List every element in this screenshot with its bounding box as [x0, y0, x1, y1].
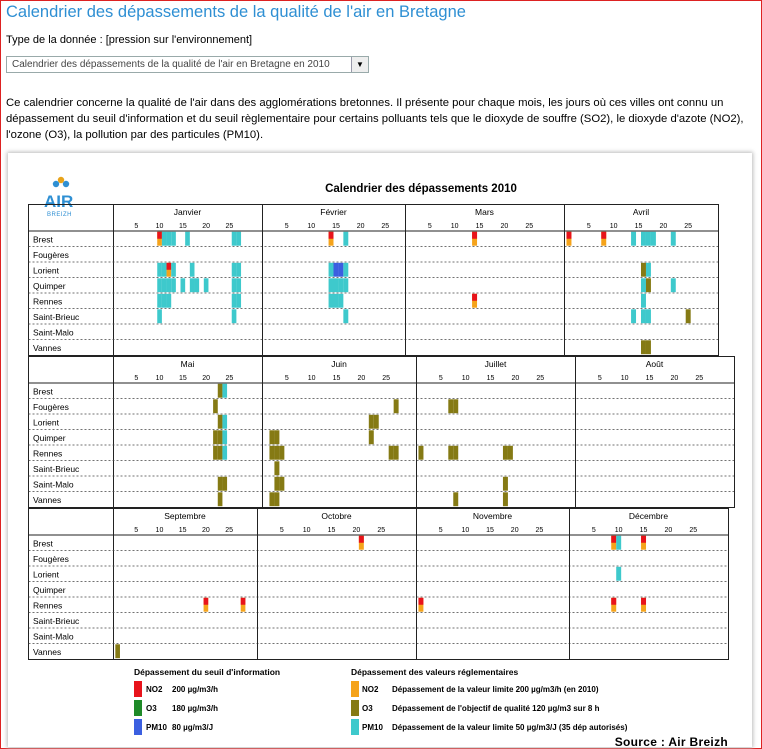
- day-tick-label: 25: [225, 223, 234, 230]
- event-cell: [232, 278, 237, 292]
- city-label: Lorient: [33, 265, 59, 276]
- month-label: Novembre: [472, 511, 513, 521]
- day-tick-label: 25: [536, 375, 545, 382]
- event-cell: [343, 309, 348, 323]
- day-tick-label: 5: [586, 223, 591, 230]
- day-tick-label: 5: [284, 375, 289, 382]
- event-cell: [671, 232, 676, 246]
- event-cell: [162, 278, 167, 292]
- event-cell: [241, 598, 246, 605]
- event-cell: [641, 294, 646, 308]
- event-cell: [601, 232, 606, 239]
- event-cell: [631, 232, 636, 246]
- event-cell: [157, 263, 162, 277]
- event-cell: [232, 232, 237, 246]
- event-cell: [611, 536, 616, 543]
- day-tick-label: 15: [332, 223, 340, 230]
- legend-swatch: [134, 719, 142, 735]
- city-label: Brest: [33, 538, 53, 549]
- event-cell: [218, 430, 223, 444]
- day-tick-label: 25: [689, 527, 698, 534]
- legend-item-value: Dépassement de la valeur limite 50 µg/m3/J (35 dép autorisés): [392, 723, 628, 732]
- event-cell: [222, 446, 227, 460]
- event-cell: [167, 294, 172, 308]
- event-cell: [274, 446, 279, 460]
- event-cell: [269, 492, 274, 506]
- event-cell: [232, 309, 237, 323]
- source-text: Source : Air Breizh: [614, 735, 728, 749]
- legend-item-name: NO2: [146, 685, 163, 694]
- event-cell: [641, 232, 646, 246]
- event-cell: [334, 263, 339, 277]
- day-tick-label: 15: [178, 223, 187, 230]
- event-cell: [359, 536, 364, 543]
- page-title: Calendrier des dépassements de la qualité de l'air en Bretagne: [6, 3, 466, 21]
- legend-swatch: [134, 700, 142, 716]
- day-tick-label: 10: [302, 527, 311, 534]
- event-cell: [641, 278, 646, 292]
- city-label: Quimper: [33, 584, 66, 595]
- day-tick-label: 5: [134, 527, 139, 534]
- day-tick-label: 10: [155, 527, 164, 534]
- event-cell: [566, 232, 571, 239]
- city-label: Vannes: [33, 342, 62, 353]
- event-cell: [394, 446, 399, 460]
- event-cell: [338, 294, 343, 308]
- event-cell: [646, 263, 651, 277]
- event-cell: [222, 477, 227, 491]
- day-tick-label: 20: [357, 375, 366, 382]
- event-cell: [213, 430, 218, 444]
- month-label: Mars: [475, 207, 494, 217]
- event-cell: [369, 430, 374, 444]
- day-tick-label: 5: [284, 223, 289, 230]
- day-tick-label: 5: [134, 375, 139, 382]
- event-cell: [204, 598, 209, 605]
- day-tick-label: 20: [202, 527, 210, 534]
- day-tick-label: 10: [609, 223, 618, 230]
- calendar-chart: [8, 153, 752, 747]
- city-label: Saint-Malo: [33, 479, 74, 490]
- event-cell: [213, 446, 218, 460]
- day-tick-label: 25: [225, 527, 234, 534]
- legend-item-name: O3: [362, 704, 373, 713]
- event-cell: [616, 567, 621, 581]
- city-label: Saint-Brieuc: [33, 463, 80, 474]
- city-label: Saint-Malo: [33, 327, 74, 338]
- event-cell: [508, 446, 513, 460]
- day-tick-label: 20: [670, 375, 679, 382]
- event-cell: [453, 492, 458, 506]
- event-cell: [611, 598, 616, 605]
- event-cell: [338, 263, 343, 277]
- day-tick-label: 5: [438, 527, 443, 534]
- event-cell: [222, 384, 227, 398]
- legend-swatch: [351, 719, 359, 735]
- event-cell: [218, 415, 223, 429]
- event-cell: [343, 278, 348, 292]
- event-cell: [167, 278, 172, 292]
- event-cell: [329, 263, 334, 277]
- legend-limit-title: Dépassement des valeurs réglementaires: [351, 667, 519, 677]
- event-cell: [651, 232, 656, 246]
- event-cell: [218, 446, 223, 460]
- event-cell: [162, 263, 167, 277]
- event-cell: [157, 309, 162, 323]
- city-label: Fougères: [33, 401, 69, 412]
- event-cell: [232, 263, 237, 277]
- city-label: Rennes: [33, 296, 63, 307]
- day-tick-label: 25: [695, 375, 704, 382]
- event-cell: [334, 294, 339, 308]
- legend-item-name: O3: [146, 704, 157, 713]
- data-type-label: Type de la donnée : [pression sur l'environnement]: [6, 34, 253, 46]
- event-cell: [418, 446, 423, 460]
- month-label: Août: [645, 359, 664, 369]
- day-tick-label: 10: [450, 223, 459, 230]
- event-cell: [162, 294, 167, 308]
- city-label: Quimper: [33, 280, 66, 291]
- day-tick-label: 20: [664, 527, 673, 534]
- chevron-down-icon[interactable]: ▼: [351, 57, 368, 72]
- event-cell: [503, 477, 508, 491]
- day-tick-label: 25: [381, 223, 390, 230]
- month-label: Juillet: [484, 359, 507, 369]
- event-cell: [181, 278, 186, 292]
- legend-info-title: Dépassement du seuil d'information: [134, 667, 281, 677]
- month-label: Octobre: [321, 511, 352, 521]
- day-tick-label: 5: [591, 527, 596, 534]
- month-label: Janvier: [173, 207, 202, 217]
- event-cell: [453, 399, 458, 413]
- event-cell: [279, 477, 284, 491]
- event-cell: [472, 232, 477, 239]
- day-tick-label: 25: [225, 375, 234, 382]
- legend-item-value: Dépassement de l'objectif de qualité 120 µg/m3 sur 8 h: [392, 704, 600, 713]
- event-cell: [190, 263, 195, 277]
- logo-dot: [63, 181, 69, 187]
- day-tick-label: 10: [155, 375, 164, 382]
- event-cell: [671, 278, 676, 292]
- city-label: Brest: [33, 234, 53, 245]
- day-tick-label: 20: [356, 223, 365, 230]
- event-cell: [218, 492, 223, 506]
- day-tick-label: 5: [438, 375, 443, 382]
- legend-item-name: PM10: [146, 723, 167, 732]
- event-cell: [171, 263, 176, 277]
- dataset-select-value: Calendrier des dépassements de la qualité de l'air en Bretagne en 2010: [12, 59, 330, 70]
- city-label: Fougères: [33, 553, 69, 564]
- event-cell: [167, 263, 172, 270]
- day-tick-label: 25: [684, 223, 693, 230]
- month-label: Avril: [632, 207, 650, 217]
- day-tick-label: 10: [461, 527, 470, 534]
- chart-title: Calendrier des dépassements 2010: [325, 183, 517, 195]
- legend-swatch: [351, 700, 359, 716]
- event-cell: [334, 278, 339, 292]
- day-tick-label: 20: [511, 375, 520, 382]
- event-cell: [236, 294, 241, 308]
- legend-item-value: Dépassement de la valeur limite 200 µg/m3/h (en 2010): [392, 685, 599, 694]
- event-cell: [162, 232, 167, 246]
- city-label: Vannes: [33, 494, 62, 505]
- event-cell: [503, 446, 508, 460]
- logo-dot: [58, 177, 64, 183]
- event-cell: [157, 232, 162, 239]
- event-cell: [418, 598, 423, 605]
- day-tick-label: 5: [134, 223, 139, 230]
- event-cell: [641, 598, 646, 605]
- month-label: Septembre: [164, 511, 206, 521]
- event-cell: [503, 492, 508, 506]
- legend-item-value: 80 µg/m3/J: [172, 723, 214, 732]
- event-cell: [218, 384, 223, 398]
- day-tick-label: 20: [659, 223, 668, 230]
- event-cell: [274, 477, 279, 491]
- event-cell: [274, 492, 279, 506]
- legend-swatch: [351, 681, 359, 697]
- city-label: Saint-Brieuc: [33, 311, 80, 322]
- event-cell: [374, 415, 379, 429]
- event-cell: [343, 232, 348, 246]
- day-tick-label: 15: [634, 223, 643, 230]
- event-cell: [279, 446, 284, 460]
- event-cell: [338, 278, 343, 292]
- event-cell: [329, 278, 334, 292]
- event-cell: [641, 309, 646, 323]
- day-tick-label: 10: [614, 527, 623, 534]
- day-tick-label: 5: [427, 223, 432, 230]
- event-cell: [369, 415, 374, 429]
- event-cell: [641, 340, 646, 354]
- day-tick-label: 20: [202, 223, 211, 230]
- city-label: Rennes: [33, 448, 63, 459]
- event-cell: [167, 232, 172, 246]
- day-tick-label: 15: [475, 223, 484, 230]
- day-tick-label: 25: [377, 527, 386, 534]
- event-cell: [157, 278, 162, 292]
- city-label: Vannes: [33, 646, 62, 657]
- day-tick-label: 20: [500, 223, 509, 230]
- event-cell: [185, 232, 190, 246]
- day-tick-label: 5: [597, 375, 602, 382]
- day-tick-label: 15: [645, 375, 654, 382]
- event-cell: [269, 430, 274, 444]
- day-tick-label: 5: [279, 527, 284, 534]
- event-cell: [641, 263, 646, 277]
- day-tick-label: 10: [620, 375, 629, 382]
- event-cell: [236, 232, 241, 246]
- event-cell: [472, 294, 477, 301]
- event-cell: [646, 232, 651, 246]
- legend-item-name: NO2: [362, 685, 379, 694]
- event-cell: [389, 446, 394, 460]
- day-tick-label: 10: [461, 375, 470, 382]
- day-tick-label: 25: [535, 527, 544, 534]
- city-label: Fougères: [33, 249, 69, 260]
- day-tick-label: 20: [510, 527, 519, 534]
- city-label: Rennes: [33, 600, 63, 611]
- event-cell: [222, 415, 227, 429]
- day-tick-label: 15: [332, 375, 341, 382]
- day-tick-label: 20: [202, 375, 211, 382]
- legend-item-value: 180 µg/m3/h: [172, 704, 218, 713]
- calendar-chart-panel: [8, 153, 752, 747]
- city-label: Lorient: [33, 569, 59, 580]
- event-cell: [646, 340, 651, 354]
- dataset-select[interactable]: [6, 56, 369, 73]
- event-cell: [343, 263, 348, 277]
- event-cell: [171, 232, 176, 246]
- event-cell: [329, 232, 334, 239]
- day-tick-label: 20: [352, 527, 361, 534]
- day-tick-label: 15: [639, 527, 648, 534]
- legend-item-value: 200 µg/m3/h: [172, 685, 218, 694]
- event-cell: [646, 309, 651, 323]
- event-cell: [218, 477, 223, 491]
- city-label: Brest: [33, 386, 53, 397]
- event-cell: [631, 309, 636, 323]
- event-cell: [171, 278, 176, 292]
- day-tick-label: 15: [486, 375, 495, 382]
- event-cell: [213, 399, 218, 413]
- day-tick-label: 15: [486, 527, 494, 534]
- city-label: Saint-Brieuc: [33, 615, 80, 626]
- event-cell: [448, 446, 453, 460]
- city-label: Quimper: [33, 432, 66, 443]
- event-cell: [157, 294, 162, 308]
- day-tick-label: 10: [307, 375, 316, 382]
- day-tick-label: 25: [525, 223, 534, 230]
- event-cell: [236, 263, 241, 277]
- event-cell: [269, 446, 274, 460]
- day-tick-label: 15: [327, 527, 336, 534]
- month-label: Mai: [180, 359, 195, 369]
- event-cell: [204, 278, 209, 292]
- month-label: Décembre: [628, 511, 669, 521]
- event-cell: [115, 644, 120, 658]
- description-text: Ce calendrier concerne la qualité de l'air dans des agglomérations bretonnes. Il présente pour chaque mois, les jours où ces villes ont connu un dépassement du seuil d'information et du seuil règlementaire pour certains polluants tels que le dioxyde de souffre (SO2), le dioxyde d'azote (NO2), l'ozone (O3), la pollution par des particules (PM10).: [6, 97, 744, 141]
- day-tick-label: 10: [155, 223, 164, 230]
- event-cell: [194, 278, 199, 292]
- event-cell: [646, 278, 651, 292]
- event-cell: [190, 278, 195, 292]
- logo-text: AIR: [44, 192, 74, 211]
- event-cell: [616, 536, 621, 550]
- city-label: Saint-Malo: [33, 631, 74, 642]
- event-cell: [274, 461, 279, 475]
- legend-item-name: PM10: [362, 723, 383, 732]
- event-cell: [329, 294, 334, 308]
- logo-subtext: BREIZH: [47, 212, 73, 218]
- month-label: Juin: [331, 359, 347, 369]
- day-tick-label: 25: [382, 375, 391, 382]
- event-cell: [232, 294, 237, 308]
- event-cell: [394, 399, 399, 413]
- event-cell: [236, 278, 241, 292]
- event-cell: [274, 430, 279, 444]
- day-tick-label: 10: [307, 223, 316, 230]
- event-cell: [686, 309, 691, 323]
- day-tick-label: 15: [178, 527, 187, 534]
- day-tick-label: 15: [178, 375, 187, 382]
- city-label: Lorient: [33, 417, 59, 428]
- event-cell: [453, 446, 458, 460]
- event-cell: [641, 536, 646, 543]
- event-cell: [448, 399, 453, 413]
- month-label: Février: [320, 207, 347, 217]
- legend-swatch: [134, 681, 142, 697]
- logo-dot: [53, 181, 59, 187]
- event-cell: [222, 430, 227, 444]
